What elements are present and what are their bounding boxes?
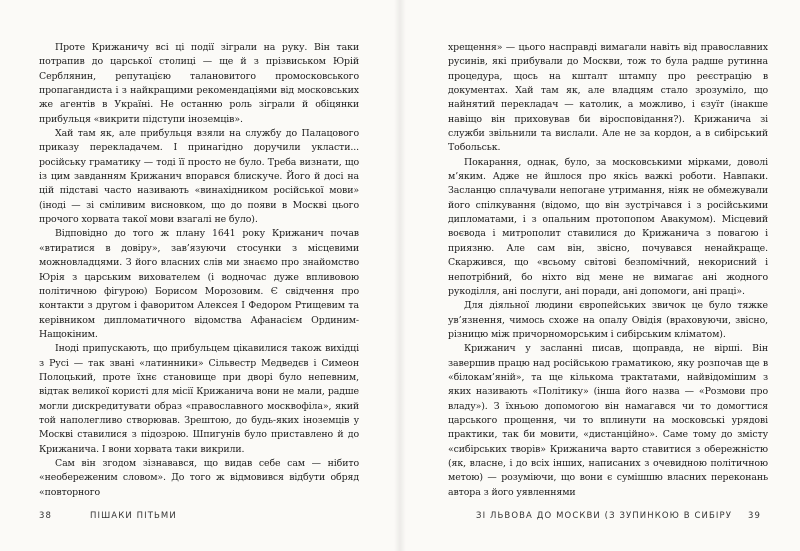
paragraph: Покарання, однак, було, за московськими мірками, доволі м’яким. Адже не йшлося про якісь важкі роботи. Навпаки. Засланцю сплачували непогане утримання, ніяк не обмежували його спілкування (відомо, що він зустрічався і з російськими дипломатами, і з опальним протопопом Авакумом). Місцевий воєвода і митрополит ставилися до Крижанича з повагою і приязню. Але сам він, звісно, почувався ненайкраще. Скаржився, що «всьому світові безпомічний, некорисний і непотрібний, бо ніхто від мене не вимагає ані жодного рукоділля, ані послуги, ані поради, ані допомоги, ані праці». (448, 156, 768, 297)
paragraph: Крижанич у засланні писав, щоправда, не вірші. Він завершив працю над російською граматикою, яку розпочав ще в «білокам’яній», та ще кількома трактатами, найвідомішим з яких називають «Політику» (інша його назва — «Розмови про владу»). З їхньою допомогою він намагався чи то домогтися царського прощення, чи то вплинути на московські урядові практики, так би мовити, «дистанційно». Саме тому до змісту «сибірських творів» Крижанича варто ставитися з обережністю (як, власне, і до всіх інших, написаних з очевидною політичною метою) — розуміючи, що вони є сумішшю власних переконань автора з його уявленнями (448, 343, 768, 498)
left-page-text (39, 41, 359, 500)
paragraph: Хай там як, але прибульця взяли на службу до Палацового приказу перекладачем. І принагідно доручили укласти... російську граматику — тоді її просто не було. Треба визнати, що із цим завданням Крижанич впорався блискуче. Його й досі на цій підставі часто називають «винахідником російської мови» (іноді — зі сміливим висновком, що до появи в Москві цього прочого хорвата такої мови взагалі не було). (39, 128, 359, 226)
book-gutter (394, 0, 406, 551)
right-page-text (448, 41, 768, 500)
paragraph: Проте Крижаничу всі ці події зіграли на руку. Він таки потрапив до царської столиці — ще й з прізвиськом Юрій Серблянин, репутацією талановитого промосковського пропагандиста і з найкращими рекомендаціями від московських же агентів в Україні. Не останню роль зіграли й обіцянки прибульця «викрити підступи іноземців». (39, 42, 359, 125)
running-head: ПІШАКИ ПІТЬМИ (90, 511, 177, 521)
paragraph: Відповідно до того ж плану 1641 року Крижанич почав «втиратися в довіру», зав’язуючи стосунки з місцевими можновладцями. З його власних слів ми знаємо про знайомство Юрія з царським вихователем (і водночас дуже впливовою політичною фігурою) Борисом Морозовим. Є свідчення про контакти з другом і фаворитом Алексея І Федором Ртищевим та керівником дипломатичного відомства Афанасієм Ординим-Нащокіним. (39, 228, 359, 340)
running-head: ЗІ ЛЬВОВА ДО МОСКВИ (З ЗУПИНКОЮ В СИБІРУ (476, 511, 732, 521)
paragraph: хрещення» — цього насправді вимагали навіть від православних русинів, які прибували до Москви, тож то була радше рутинна процедура, щось на кшталт штампу про реєстрацію в документах. Хай там як, але владцям стало зрозуміло, що найнятий перекладач — католик, а можливо, і єзуїт (інакше навіщо він приховував би віросповідання?). Крижанича зі служби звільнили та вислали. Але не за кордон, а в сибірський Тобольськ. (448, 42, 768, 154)
page-number: 39 (747, 511, 761, 521)
paragraph: Для діяльної людини європейських звичок це було тяжке ув’язнення, чимось схоже на опалу Овідія (враховуючи, звісно, різницю між причорноморським і сибірським кліматом). (448, 300, 768, 340)
paragraph: Іноді припускають, що прибульцем цікавилися також вихідці з Русі — так звані «латинники» Сільвестр Медведєв і Симеон Полоцький, проте їхнє становище при дворі було непевним, відтак великої користі для місії Крижанича вони не мали, радше могли дискредитувати образ «православного москвофіла», який той наполегливо створював. Зрештою, до будь-яких іноземців у Москві ставилися з підозрою. Шпигунів було приставлено й до Крижанича. І вони хорвата таки викрили. (39, 343, 359, 455)
paragraph: Сам він згодом зізнавався, що видав себе сам — нібито «необереженим словом». До того ж відмовився відбути обряд «повторного (39, 457, 359, 498)
page-number: 38 (39, 511, 53, 521)
right-page (400, 0, 800, 551)
